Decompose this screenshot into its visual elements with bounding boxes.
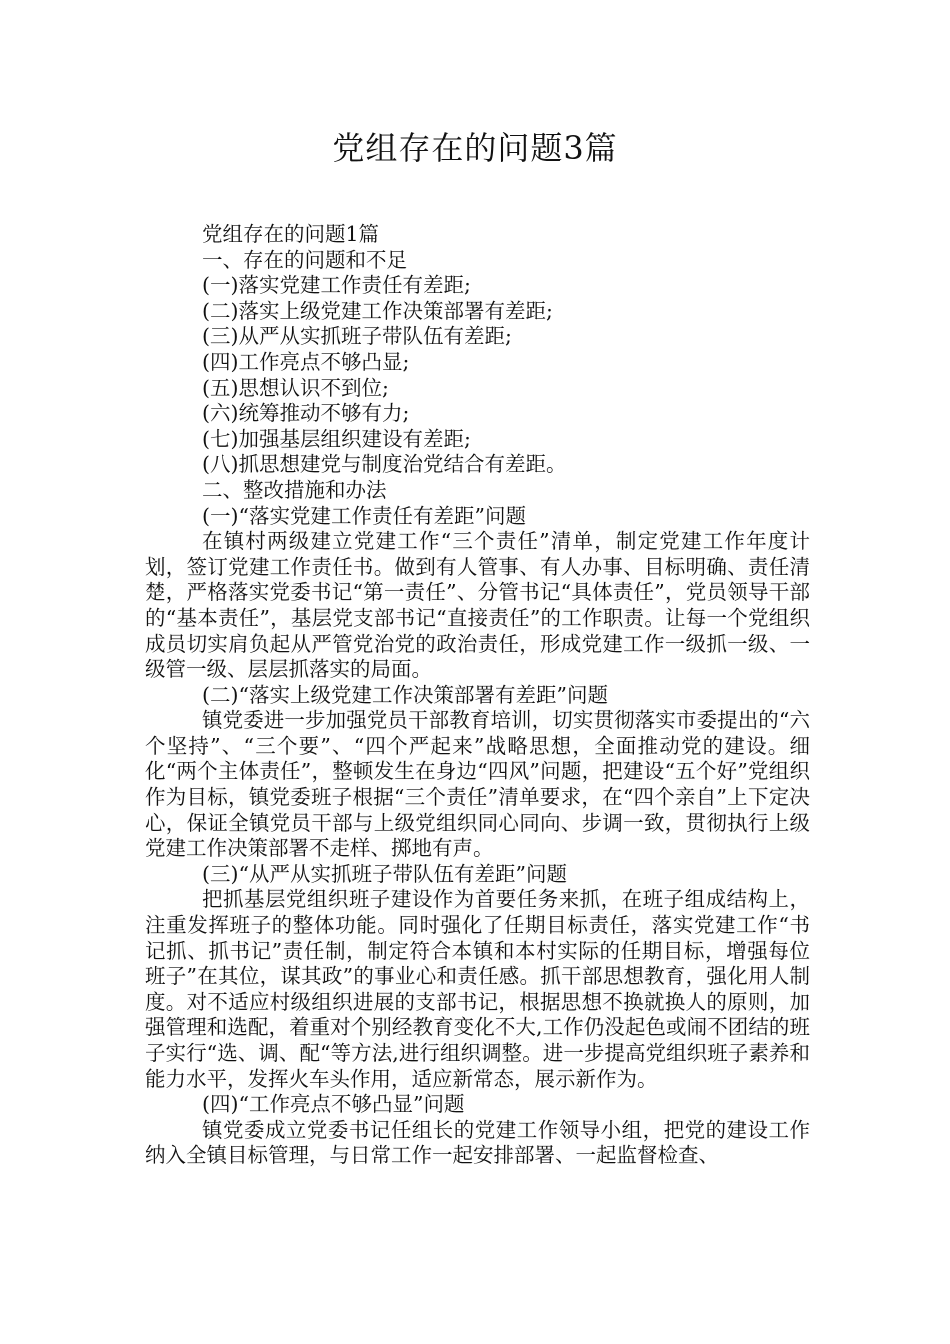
list-item: (二)落实上级党建工作决策部署有差距; [202,298,553,323]
subsection-heading: (二)“落实上级党建工作决策部署有差距”问题 [202,682,608,707]
document-body [145,222,810,1169]
paragraph: 镇党委进一步加强党员干部教育培训，切实贯彻落实市委提出的“六个坚持”、“三个要”、“四个严起来”战略思想，全面推动党的建设。细化“两个主体责任”，整顿发生在身边“四风”问题，把建设“五个好”党组织作为目标，镇党委班子根据“三个责任”清单要求，在“四个亲自”上下定决心，保证全镇党员干部与上级党组织同心同向、步调一致，贯彻执行上级党建工作决策部署不走样、掷地有声。 [145,708,810,861]
paragraph: 在镇村两级建立党建工作“三个责任”清单，制定党建工作年度计划，签订党建工作责任书。做到有人管事、有人办事、目标明确、责任清楚，严格落实党委书记“第一责任”、分管书记“具体责任”，党员领导干部的“基本责任”，基层党支部书记“直接责任”的工作职责。让每一个党组织成员切实肩负起从严管党治党的政治责任，形成党建工作一级抓一级、一级管一级、层层抓落实的局面。 [145,529,810,682]
paragraph: 镇党委成立党委书记任组长的党建工作领导小组，把党的建设工作纳入全镇目标管理，与日常工作一起安排部署、一起监督检查、 [145,1117,810,1168]
list-item: (七)加强基层组织建设有差距; [202,426,471,451]
list-item: (三)从严从实抓班子带队伍有差距; [202,324,512,349]
list-item: (六)统筹推动不够有力; [202,401,410,426]
section-heading: 一、存在的问题和不足 [202,247,407,272]
list-item: (八)抓思想建党与制度治党结合有差距。 [202,452,567,477]
subsection-heading: (四)“工作亮点不够凸显”问题 [202,1092,465,1117]
section-heading: 党组存在的问题1篇 [202,222,380,246]
subsection-heading: (三)“从严从实抓班子带队伍有差距”问题 [202,861,567,886]
subsection-heading: (一)“落实党建工作责任有差距”问题 [202,503,526,528]
document-title: 党组存在的问题3篇 [332,129,618,167]
list-item: (一)落实党建工作责任有差距; [202,273,471,298]
paragraph: 把抓基层党组织班子建设作为首要任务来抓，在班子组成结构上，注重发挥班子的整体功能。同时强化了任期目标责任，落实党建工作“书记抓、抓书记”责任制，制定符合本镇和本村实际的任期目标，增强每位班子”在其位，谋其政”的事业心和责任感。抓干部思想教育，强化用人制度。对不适应村级组织进展的支部书记，根据思想不换就换人的原则，加强管理和选配，着重对个别经教育变化不大,工作仍没起色或闹不团结的班子实行“选、调、配“等方法,进行组织调整。进一步提高党组织班子素养和能力水平，发挥火车头作用，适应新常态，展示新作为。 [145,887,810,1091]
section-heading: 二、整改措施和办法 [202,477,387,502]
list-item: (五)思想认识不到位; [202,375,389,400]
list-item: (四)工作亮点不够凸显; [202,349,410,374]
